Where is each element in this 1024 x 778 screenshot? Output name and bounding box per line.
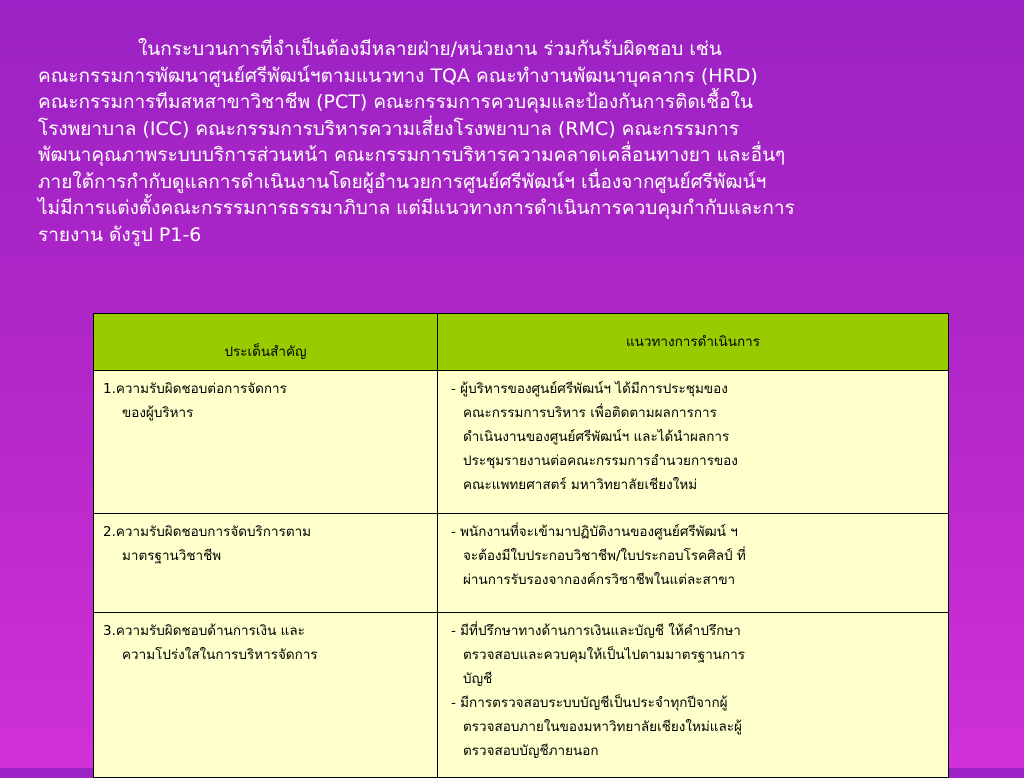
intro-line: โรงพยาบาล (ICC) คณะกรรมการบริหารความเสี่ยงโรงพยาบาล (RMC) คณะกรรมการ xyxy=(38,117,740,140)
table-row xyxy=(94,613,949,778)
issue-cell xyxy=(94,371,438,514)
table-row xyxy=(94,371,949,514)
issue-line: 3.ความรับผิดชอบด้านการเงิน และ xyxy=(103,623,305,639)
guideline-line: จะต้องมีใบประกอบวิชาชีพ/ใบประกอบโรคศิลป์ ที่ xyxy=(463,548,746,564)
guideline-line: - ผู้บริหารของศูนย์ศรีพัฒน์ฯ ได้มีการประชุมของ xyxy=(451,381,728,397)
intro-line: ไม่มีการแต่งตั้งคณะกรรรมการธรรมาภิบาล แต่มีแนวทางการดำเนินการควบคุมกำกับและการ xyxy=(38,197,795,219)
issue-line: มาตรฐานวิชาชีพ xyxy=(122,548,222,564)
intro-line: พัฒนาคุณภาพระบบบริการส่วนหน้า คณะกรรมการบริหารความคลาดเคลื่อนทางยา และอื่นๆ xyxy=(38,144,786,166)
guideline-line: - มีที่ปรึกษาทางด้านการเงินและบัญชี ให้คำปรึกษา xyxy=(451,623,741,639)
issue-cell xyxy=(94,613,438,778)
header-key-issue-label: ประเด็นสำคัญ xyxy=(224,344,307,360)
guideline-line: ตรวจสอบบัญชีภายนอก xyxy=(463,743,599,759)
guideline-line: บัญชี xyxy=(463,671,493,687)
guideline-line: ประชุมรายงานต่อคณะกรรมการอำนวยการของ xyxy=(463,453,738,469)
guideline-line: - พนักงานที่จะเข้ามาปฏิบัติงานของศูนย์ศรีพัฒน์ ฯ xyxy=(451,524,738,540)
guideline-line: ตรวจสอบภายในของมหาวิทยาลัยเชียงใหม่และผู้ xyxy=(463,719,742,735)
governance-table-container xyxy=(93,313,948,778)
intro-line: ภายใต้การกำกับดูแลการดำเนินงานโดยผู้อำนวยการศูนย์ศรีพัฒน์ฯ เนื่องจากศูนย์ศรีพัฒน์ฯ xyxy=(38,170,767,193)
header-key-issue xyxy=(94,314,438,371)
issue-line: ของผู้บริหาร xyxy=(122,405,194,421)
intro-line: ในกระบวนการที่จำเป็นต้องมีหลายฝ่าย/หน่วยงาน ร่วมกันรับผิดชอบ เช่น xyxy=(138,38,722,60)
intro-paragraph xyxy=(38,36,988,248)
issue-line: ความโปร่งใสในการบริหารจัดการ xyxy=(122,647,318,663)
issue-line: 2.ความรับผิดชอบการจัดบริการตาม xyxy=(103,524,312,540)
issue-line: 1.ความรับผิดชอบต่อการจัดการ xyxy=(103,381,287,397)
intro-line: คณะกรรมการพัฒนาศูนย์ศรีพัฒน์ฯตามแนวทาง TQA คณะทำงานพัฒนาบุคลากร (HRD) xyxy=(38,64,758,87)
guideline-line: - มีการตรวจสอบระบบบัญชีเป็นประจำทุกปีจากผู้ xyxy=(451,695,728,711)
header-guideline-label: แนวทางการดำเนินการ xyxy=(625,334,760,350)
governance-table xyxy=(93,313,949,778)
guideline-line: ดำเนินงานของศูนย์ศรีพัฒน์ฯ และได้นำผลการ xyxy=(463,429,730,445)
issue-cell xyxy=(94,514,438,613)
guideline-cell xyxy=(438,371,949,514)
intro-line: รายงาน ดังรูป P1-6 xyxy=(38,223,202,246)
header-guideline xyxy=(438,314,949,371)
guideline-line: ตรวจสอบและควบคุมให้เป็นไปตามมาตรฐานการ xyxy=(463,647,746,663)
intro-line: คณะกรรมการทีมสหสาขาวิชาชีพ (PCT) คณะกรรมการควบคุมและป้องกันการติดเชื้อใน xyxy=(38,91,753,113)
guideline-cell xyxy=(438,613,949,778)
table-row xyxy=(94,514,949,613)
guideline-line: ผ่านการรับรองจากองค์กรวิชาชีพในแต่ละสาขา xyxy=(463,572,736,588)
table-header-row xyxy=(94,314,949,371)
guideline-line: คณะแพทยศาสตร์ มหาวิทยาลัยเชียงใหม่ xyxy=(463,477,698,493)
guideline-cell xyxy=(438,514,949,613)
guideline-line: คณะกรรมการบริหาร เพื่อติดตามผลการการ xyxy=(463,405,717,421)
